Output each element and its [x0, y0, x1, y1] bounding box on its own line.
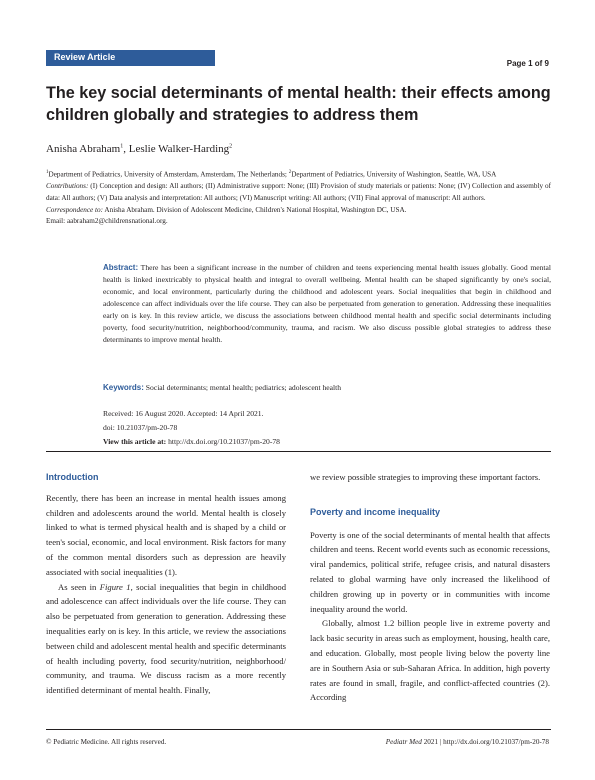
article-title: The key social determinants of mental health: their effects among children globally and strategies to address them — [46, 84, 551, 124]
right-column — [310, 470, 550, 705]
page-number: Page 1 of 9 — [506, 59, 549, 68]
section-divider — [46, 451, 551, 452]
journal-name: Pediatr Med — [385, 738, 422, 746]
paragraph-text: , social inequalities that begin in childhood and adolescence can affect individuals over the life course. They can also be perpetuated from generation to generation. Addressing these inequalities early on is key. In this article, we review the associations between child and adolescent mental health and specific determinants of health including poverty, food security/nutrition, neighborhood/ community, and trauma. We discuss racism as a more recently identified determinant of mental health. Finally, — [46, 581, 286, 696]
affil-sup: 2 — [288, 170, 292, 175]
affiliation-line — [46, 167, 551, 181]
affil-text: Department of Pediatrics, University of Washington, Seattle, WA, USA — [291, 170, 497, 179]
article-type-banner — [46, 50, 215, 66]
author-list — [46, 143, 232, 155]
affiliations — [46, 167, 551, 228]
correspondence — [46, 205, 551, 217]
correspondence-label: Correspondence to: — [46, 205, 104, 214]
contributions — [46, 181, 551, 204]
view-article-line — [103, 435, 551, 449]
footer-divider — [46, 729, 551, 730]
paragraph: we review possible strategies to improving these important factors. — [310, 472, 541, 482]
author-name: Leslie Walker-Harding — [128, 143, 230, 155]
author-affil-sup: 1 — [120, 143, 124, 150]
author-affil-sup: 2 — [229, 143, 233, 150]
keywords-label: Keywords: — [103, 383, 144, 392]
contributions-text: (I) Conception and design: All authors; (II) Administrative support: None; (III) Provision of study materials or patients: None; (IV) Collection and assembly of data: All authors; (V) Data analysis and interpretation: All authors; (VI) Manuscript writing: All authors; (VII) Final approval of manuscript: All authors. — [46, 182, 551, 202]
left-column — [46, 470, 286, 698]
affil-text: Department of Pediatrics, University of Amsterdam, Amsterdam, The Netherlands; — [48, 170, 289, 179]
affil-sup: 1 — [46, 170, 49, 175]
paragraph-text: As seen in — [58, 581, 100, 592]
section-heading-introduction: Introduction — [46, 472, 99, 482]
author-separator: , — [123, 143, 129, 155]
author-name: Anisha Abraham — [46, 143, 121, 155]
article-type-label: Review Article — [54, 52, 116, 62]
paragraph: Poverty is one of the social determinants of mental health that affects children and teens. Recent world events such as economic recessions, viral pandemics, political strife, refugee crisis, and natural disasters related to global warming have only increased the likelihood of children growing up in poverty or in communities with income inequality around the world. — [310, 529, 550, 614]
email-line[interactable]: Email: aabraham2@childrensnational.org. — [46, 217, 168, 226]
abstract — [103, 262, 551, 346]
keywords — [103, 382, 551, 394]
footer-citation — [386, 738, 549, 746]
copyright: © Pediatric Medicine. All rights reserved. — [46, 738, 167, 746]
contributions-label: Contributions: — [46, 182, 89, 191]
abstract-label: Abstract: — [103, 263, 139, 272]
received-accepted: Received: 16 August 2020. Accepted: 14 April 2021. — [103, 409, 264, 418]
paragraph — [46, 580, 286, 698]
section-heading-poverty: Poverty and income inequality — [310, 506, 441, 517]
footer-doi: 2021 | http://dx.doi.org/10.21037/pm-20-78 — [421, 738, 549, 746]
doi: doi: 10.21037/pm-20-78 — [103, 423, 178, 432]
view-article-link[interactable]: http://dx.doi.org/10.21037/pm-20-78 — [166, 437, 280, 446]
keywords-text: Social determinants; mental health; pediatrics; adolescent health — [143, 383, 342, 392]
paragraph: Recently, there has been an increase in mental health issues among children and adolescents around the world. Mental health is closely linked to what is termed physical health and is shaped by a child or teen's social, economic, and local environment. Risk factors for many of the common mental disorders such as depression are heavily associated with social inequalities (1). — [46, 492, 286, 577]
abstract-text: There has been a significant increase in the number of children and teens experiencing mental health issues globally. Good mental health is linked inextricably to physical health and integral to overall wellbeing. Mental health can be shaped significantly by one's social, economic, and local environment, particularly during the childhood and adolescent years. Social inequalities that begin in childhood and adolescence can affect individuals over the life course. They can also be perpetuated from generation to generation. Addressing these inequalities early on is key. In this review article, we discuss the associations between childhood mental health and specific social determinants including poverty, food security/nutrition, neighborhood/community, trauma, and racism. We also discuss possible global strategies to address these determinants to improve mental health. — [103, 263, 551, 344]
article-dates — [103, 407, 551, 449]
view-article-label: View this article at: — [103, 437, 167, 446]
figure-reference[interactable]: Figure 1 — [99, 581, 131, 592]
paragraph: Globally, almost 1.2 billion people live in extreme poverty and lack basic security in areas such as employment, housing, health care, and education. Globally, most people living below the poverty line are in Southern Asia or sub-Saharan Africa. In addition, high poverty rates are found in small, fragile, and conflict-affected countries (2). According — [310, 618, 550, 703]
correspondence-text: Anisha Abraham. Division of Adolescent Medicine, Children's National Hospital, Washington DC, USA. — [103, 205, 407, 214]
